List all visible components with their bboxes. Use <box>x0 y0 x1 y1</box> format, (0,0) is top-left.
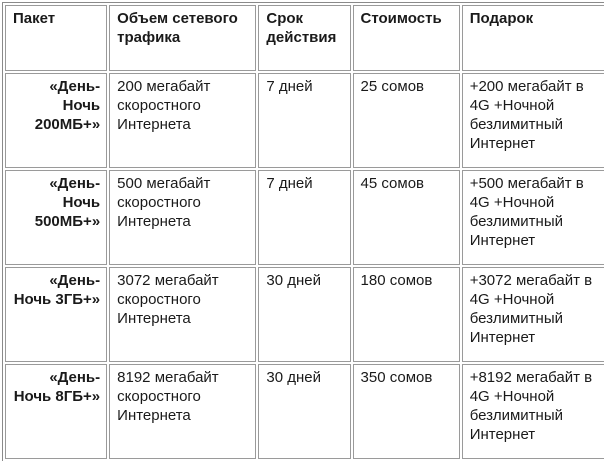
cell-duration: 30 дней <box>258 267 350 362</box>
header-price: Стоимость <box>353 5 460 71</box>
cell-price: 180 сомов <box>353 267 460 362</box>
cell-traffic: 3072 мегабайт скоростного Интернета <box>109 267 256 362</box>
table-row <box>5 73 604 168</box>
cell-traffic: 500 мегабайт скоростного Интернета <box>109 170 256 265</box>
tariff-table <box>2 2 604 461</box>
table-row <box>5 267 604 362</box>
header-package: Пакет <box>5 5 107 71</box>
cell-gift: +200 мегабайт в 4G +Ночной безлимитный Интернет <box>462 73 604 168</box>
cell-gift: +500 мегабайт в 4G +Ночной безлимитный Интернет <box>462 170 604 265</box>
cell-package: «День-Ночь 3ГБ+» <box>5 267 107 362</box>
cell-price: 350 сомов <box>353 364 460 459</box>
cell-package: «День-Ночь 8ГБ+» <box>5 364 107 459</box>
cell-duration: 30 дней <box>258 364 350 459</box>
header-traffic: Объем сетевого трафика <box>109 5 256 71</box>
cell-duration: 7 дней <box>258 170 350 265</box>
table-header-row <box>5 5 604 71</box>
cell-duration: 7 дней <box>258 73 350 168</box>
cell-price: 25 сомов <box>353 73 460 168</box>
cell-traffic: 200 мегабайт скоростного Интернета <box>109 73 256 168</box>
table-row <box>5 170 604 265</box>
cell-price: 45 сомов <box>353 170 460 265</box>
cell-traffic: 8192 мегабайт скоростного Интернета <box>109 364 256 459</box>
cell-package: «День-Ночь 500МБ+» <box>5 170 107 265</box>
cell-package: «День-Ночь 200МБ+» <box>5 73 107 168</box>
header-gift: Подарок <box>462 5 604 71</box>
cell-gift: +3072 мегабайт в 4G +Ночной безлимитный Интернет <box>462 267 604 362</box>
table-row <box>5 364 604 459</box>
header-duration: Срок действия <box>258 5 350 71</box>
cell-gift: +8192 мегабайт в 4G +Ночной безлимитный Интернет <box>462 364 604 459</box>
